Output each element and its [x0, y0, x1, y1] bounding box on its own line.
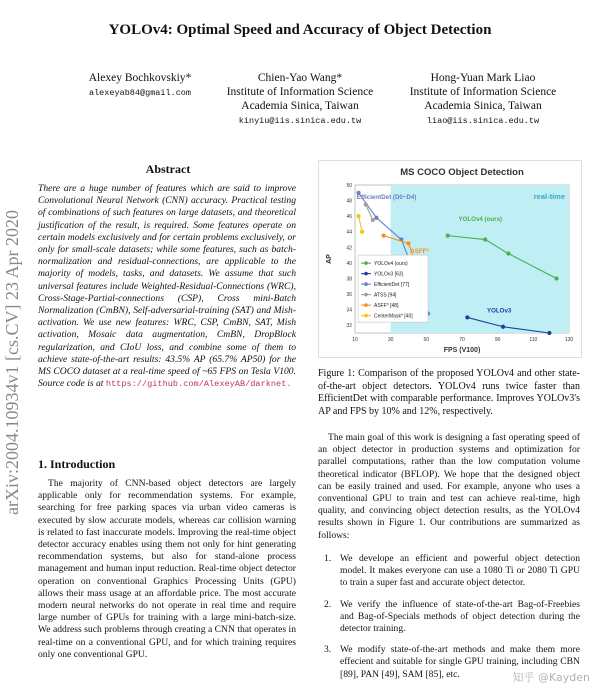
author-email: kinyiu@iis.sinica.edu.tw — [238, 116, 362, 126]
source-code-link[interactable]: https://github.com/AlexeyAB/darknet. — [105, 379, 292, 390]
paper-title: YOLOv4: Optimal Speed and Accuracy of Object Detection — [108, 22, 492, 38]
y-tick-label: 44 — [346, 229, 352, 236]
y-tick-label: 40 — [346, 260, 352, 267]
x-tick-label: 70 — [459, 337, 465, 343]
figure-caption: Figure 1: Comparison of the proposed YOLOv4 and other state-of-the-art object detectors. YOLOv4 runs twice faster than EfficientDet with comparable performance. Improves YOLOv3's AP and FPS by 10% and 12%, respectively. — [318, 368, 580, 417]
data-point — [501, 325, 505, 329]
chart-annotation: YOLOv3 — [486, 307, 512, 315]
item-number: 1. — [324, 553, 332, 564]
x-tick-label: 110 — [529, 337, 538, 343]
realtime-label: real-time — [533, 192, 565, 201]
ap-vs-fps-chart — [319, 161, 581, 357]
item-text: We develope an efficient and powerful object detection model. It makes everyone can use a 1080 Ti or 2080 Ti GPU to train a super fast and accurate object detector. — [340, 553, 580, 589]
y-tick-label: 50 — [346, 183, 352, 189]
y-tick-label: 34 — [346, 307, 352, 314]
data-point — [483, 237, 487, 241]
data-point — [554, 276, 558, 280]
data-point — [356, 214, 360, 218]
data-point — [371, 218, 375, 222]
abstract-heading: Abstract — [145, 162, 191, 176]
watermark: 知乎 @Kayden — [512, 671, 590, 684]
chart-annotation: YOLOv4 (ours) — [458, 215, 503, 223]
arxiv-stamp — [0, 140, 24, 520]
body-paragraph: The main goal of this work is designing a fast operating speed of an object detector in production systems and optimization for parallel computations, rather than the low computation volume theoretical indicator (BFLOP). We hope that the designed object can be easily trained and used. For example, anyone who uses a conventional GPU to train and test can achieve real-time, high quality, and convincing object detection results, as the YOLOv4 results shown in Figure 1. Our contributions are summarized as follows: — [318, 432, 580, 541]
data-point — [364, 202, 368, 206]
data-point — [547, 331, 551, 335]
author-affiliation: Institute of Information Science — [226, 86, 374, 98]
chart-annotation: ASFF* — [410, 247, 429, 255]
legend-label: ASFF* [48] — [374, 303, 399, 310]
legend-label: YOLOv3 [63] — [374, 271, 403, 278]
chart-annotation: EfficientDet (D0~D4) — [356, 194, 417, 202]
item-number: 2. — [324, 598, 332, 610]
legend-label: EfficientDet [77] — [374, 282, 410, 289]
x-axis-label: FPS (V100) — [443, 347, 481, 354]
data-point — [506, 251, 510, 255]
author-email: liao@iis.sinica.edu.tw — [426, 116, 540, 126]
y-tick-label: 36 — [346, 292, 352, 299]
item-text: We verify the influence of state-of-the-art Bag-of-Freebies and Bag-of-Specials methods of object detection during the detector training. — [340, 598, 580, 635]
legend-label: ATSS [94] — [374, 292, 397, 299]
contribution-item — [318, 553, 580, 590]
intro-paragraph: The majority of CNN-based object detectors are largely applicable only for recommendation systems. For example, searching for free parking spaces via urban video cameras is executed by slow accurate models, whereas car collision warning is related to fast inaccurate models. Improving the real-time object detector accuracy enables using them not only for hint generating recommendation systems, but also for stand-alone process management and human input reduction. Real-time object detector operation on conventional Graphics Processing Units (GPU) allows their mass usage at an affordable price. The most accurate modern neural networks do not operate in real time and require large number of GPUs for training with a large mini-batch-size. We address such problems through creating a CNN that operates in real-time on a conventional GPU, and for which training requires only one conventional GPU. — [38, 478, 296, 660]
contribution-item — [318, 599, 580, 636]
y-tick-label: 46 — [346, 214, 352, 221]
x-tick-label: 90 — [494, 337, 501, 343]
legend-swatch-marker — [364, 261, 368, 265]
legend-swatch-marker — [364, 272, 368, 276]
author-block — [55, 71, 225, 100]
item-text: We modify state-of-the-art methods and make them more effecient and suitable for single GPU training, including CBN [89], PAN [49], SAM [85], etc. — [340, 644, 580, 680]
y-tick-label: 38 — [346, 276, 352, 283]
x-tick-label: 130 — [564, 337, 574, 343]
legend-label: CenterMask* [40] — [374, 313, 413, 320]
data-point — [381, 234, 385, 238]
data-point — [360, 230, 364, 234]
x-tick-label: 50 — [423, 337, 430, 343]
y-tick-label: 32 — [346, 323, 352, 330]
x-tick-label: 10 — [352, 337, 358, 343]
abstract-body — [38, 183, 296, 390]
arxiv-identifier: arXiv:2004.10934v1 [cs.CV] 23 Apr 2020 — [2, 210, 22, 515]
legend-swatch-marker — [364, 314, 368, 318]
author-affiliation: Academia Sinica, Taiwan — [241, 100, 359, 112]
legend-swatch-marker — [364, 303, 368, 307]
y-axis-label: AP — [326, 254, 333, 264]
section-heading: 1. Introduction — [38, 457, 116, 471]
data-point — [406, 241, 410, 245]
author-block — [386, 71, 580, 128]
data-point — [465, 315, 469, 319]
item-number: 3. — [324, 644, 332, 656]
x-tick-label: 30 — [387, 337, 394, 343]
legend-label: YOLOv4 (ours) — [374, 261, 408, 268]
data-point — [374, 216, 378, 220]
legend-swatch-marker — [364, 293, 368, 297]
author-name: Chien-Yao Wang* — [257, 72, 343, 84]
author-name: Alexey Bochkovskiy* — [88, 72, 192, 84]
figure-1 — [318, 160, 582, 358]
data-point — [446, 234, 450, 238]
author-name: Hong-Yuan Mark Liao — [430, 72, 536, 84]
author-affiliation: Academia Sinica, Taiwan — [424, 100, 542, 112]
chart-title: MS COCO Object Detection — [400, 167, 524, 178]
y-tick-label: 42 — [346, 245, 352, 252]
author-email: alexeyab84@gmail.com — [88, 88, 192, 98]
abstract-text: There are a huge number of features which are said to improve Convolutional Neural Network (CNN) accuracy. Practical testing of combinations of such features on large datasets, and theoretical justification of the result, is required. Some features operate on certain models exclusively and for certain problems exclusively, or only for small-scale datasets; while some features, such as batch-normalization and residual-connections, are applicable to the majority of models, tasks, and datasets. We assume that such universal features include Weighted-Residual-Connections (WRC), Cross-Stage-Partial-connections (CSP), Cross mini-Batch Normalization (CmBN), Self-adversarial-training (SAT) and Mish-activation. We use new features: WRC, CSP, CmBN, SAT, Mish activation, Mosaic data augmentation, CmBN, DropBlock regularization, and CIoU loss, and combine some of them to achieve state-of-the-art results: 43.5% AP (65.7% AP50) for the MS COCO dataset at a real-time speed of ~65 FPS on Tesla V100. Source code is at — [38, 183, 296, 390]
author-block — [208, 71, 392, 128]
y-tick-label: 48 — [346, 198, 352, 205]
legend-swatch-marker — [364, 282, 368, 286]
author-affiliation: Institute of Information Science — [409, 86, 557, 98]
